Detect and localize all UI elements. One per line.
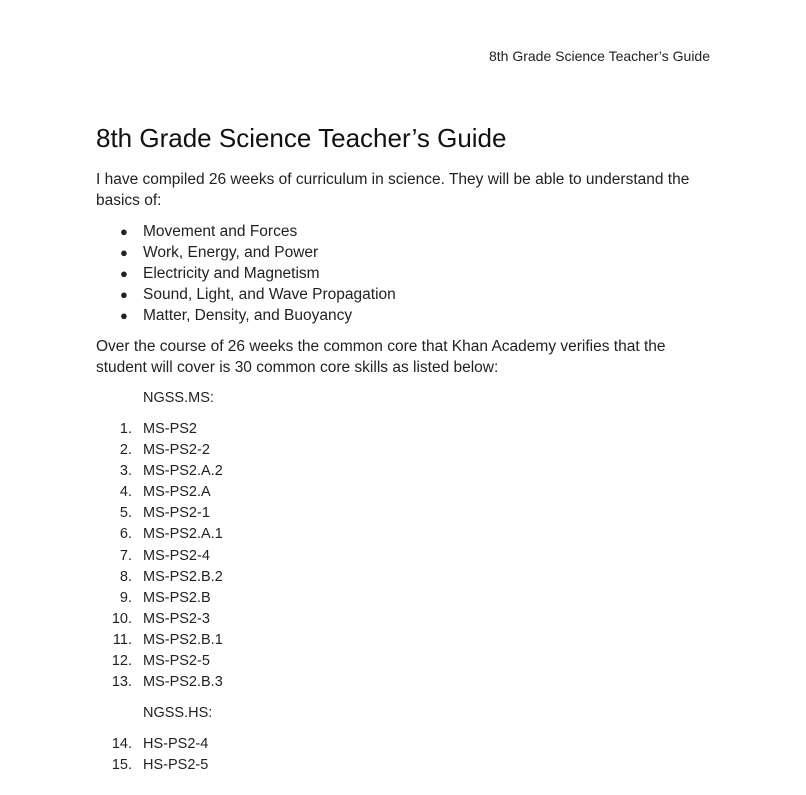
bullet-icon: ● [120, 266, 128, 281]
item-number: 4. [119, 484, 132, 501]
skill-code: MS-PS2-2 [143, 442, 210, 459]
skill-code: MS-PS2.B.1 [143, 631, 223, 648]
item-number: 14. [111, 736, 132, 753]
bullet-icon: ● [120, 245, 128, 260]
list-item [96, 263, 716, 284]
item-number: 10. [111, 610, 132, 627]
skill-code: MS-PS2 [143, 421, 197, 437]
list-item [96, 440, 716, 461]
bullet-icon: ● [120, 308, 128, 323]
topic-text: Sound, Light, and Wave Propagation [143, 286, 396, 303]
topics-list [96, 221, 716, 326]
skill-code: MS-PS2-3 [143, 610, 210, 627]
list-item [96, 651, 716, 672]
overview-paragraph: Over the course of 26 weeks the common core that Khan Academy verifies that the student will cover is 30 common core skills as listed below: [96, 338, 666, 376]
hs-skills-list [96, 734, 716, 776]
skill-code: HS-PS2-4 [143, 736, 209, 753]
topic-text: Electricity and Magnetism [143, 265, 320, 282]
item-number: 6. [119, 526, 132, 543]
list-item [96, 284, 716, 305]
skill-code: MS-PS2.B.3 [143, 674, 223, 691]
list-item [96, 672, 716, 693]
list-item [96, 305, 716, 326]
ms-skills-list [96, 419, 716, 693]
list-item [96, 630, 716, 651]
skill-code: MS-PS2.B [143, 589, 211, 606]
item-number: 3. [119, 463, 132, 480]
list-item [96, 482, 716, 503]
item-number: 2. [119, 442, 132, 459]
document-body [96, 121, 716, 786]
item-number: 11. [112, 631, 132, 648]
list-item [96, 461, 716, 482]
skill-code: MS-PS2-5 [143, 653, 210, 670]
item-number: 5. [119, 505, 132, 522]
skill-code: MS-PS2-1 [143, 505, 210, 522]
item-number: 8. [119, 568, 132, 585]
skill-code: MS-PS2.A.1 [143, 526, 223, 543]
skill-code: MS-PS2.A [143, 484, 211, 501]
topic-text: Matter, Density, and Buoyancy [143, 307, 353, 324]
ms-standards-heading: NGSS.MS: [143, 390, 214, 406]
item-number: 7. [119, 547, 132, 564]
bullet-icon: ● [120, 287, 128, 302]
item-number: 12. [111, 653, 132, 670]
skill-code: MS-PS2.B.2 [143, 568, 223, 585]
item-number: 1. [119, 421, 132, 437]
bullet-icon: ● [120, 224, 128, 239]
list-item [96, 524, 716, 545]
list-item [96, 609, 716, 630]
list-item [96, 755, 716, 776]
list-item [96, 546, 716, 567]
intro-paragraph: I have compiled 26 weeks of curriculum in science. They will be able to understand the basics of: [96, 171, 690, 209]
list-item [96, 567, 716, 588]
hs-standards-heading: NGSS.HS: [143, 705, 213, 722]
topic-text: Work, Energy, and Power [143, 244, 319, 261]
running-header: 8th Grade Science Teacher’s Guide [488, 48, 710, 64]
skill-code: MS-PS2.A.2 [143, 463, 223, 480]
list-item [96, 242, 716, 263]
item-number: 9. [119, 589, 132, 606]
document-title: 8th Grade Science Teacher’s Guide [96, 123, 507, 153]
list-item [96, 419, 716, 440]
list-item [96, 221, 716, 242]
item-number: 13. [111, 674, 132, 691]
list-item [96, 503, 716, 524]
list-item [96, 734, 716, 755]
item-number: 15. [111, 757, 132, 774]
skill-code: HS-PS2-5 [143, 757, 209, 774]
topic-text: Movement and Forces [143, 223, 298, 240]
skill-code: MS-PS2-4 [143, 547, 210, 564]
list-item [96, 588, 716, 609]
